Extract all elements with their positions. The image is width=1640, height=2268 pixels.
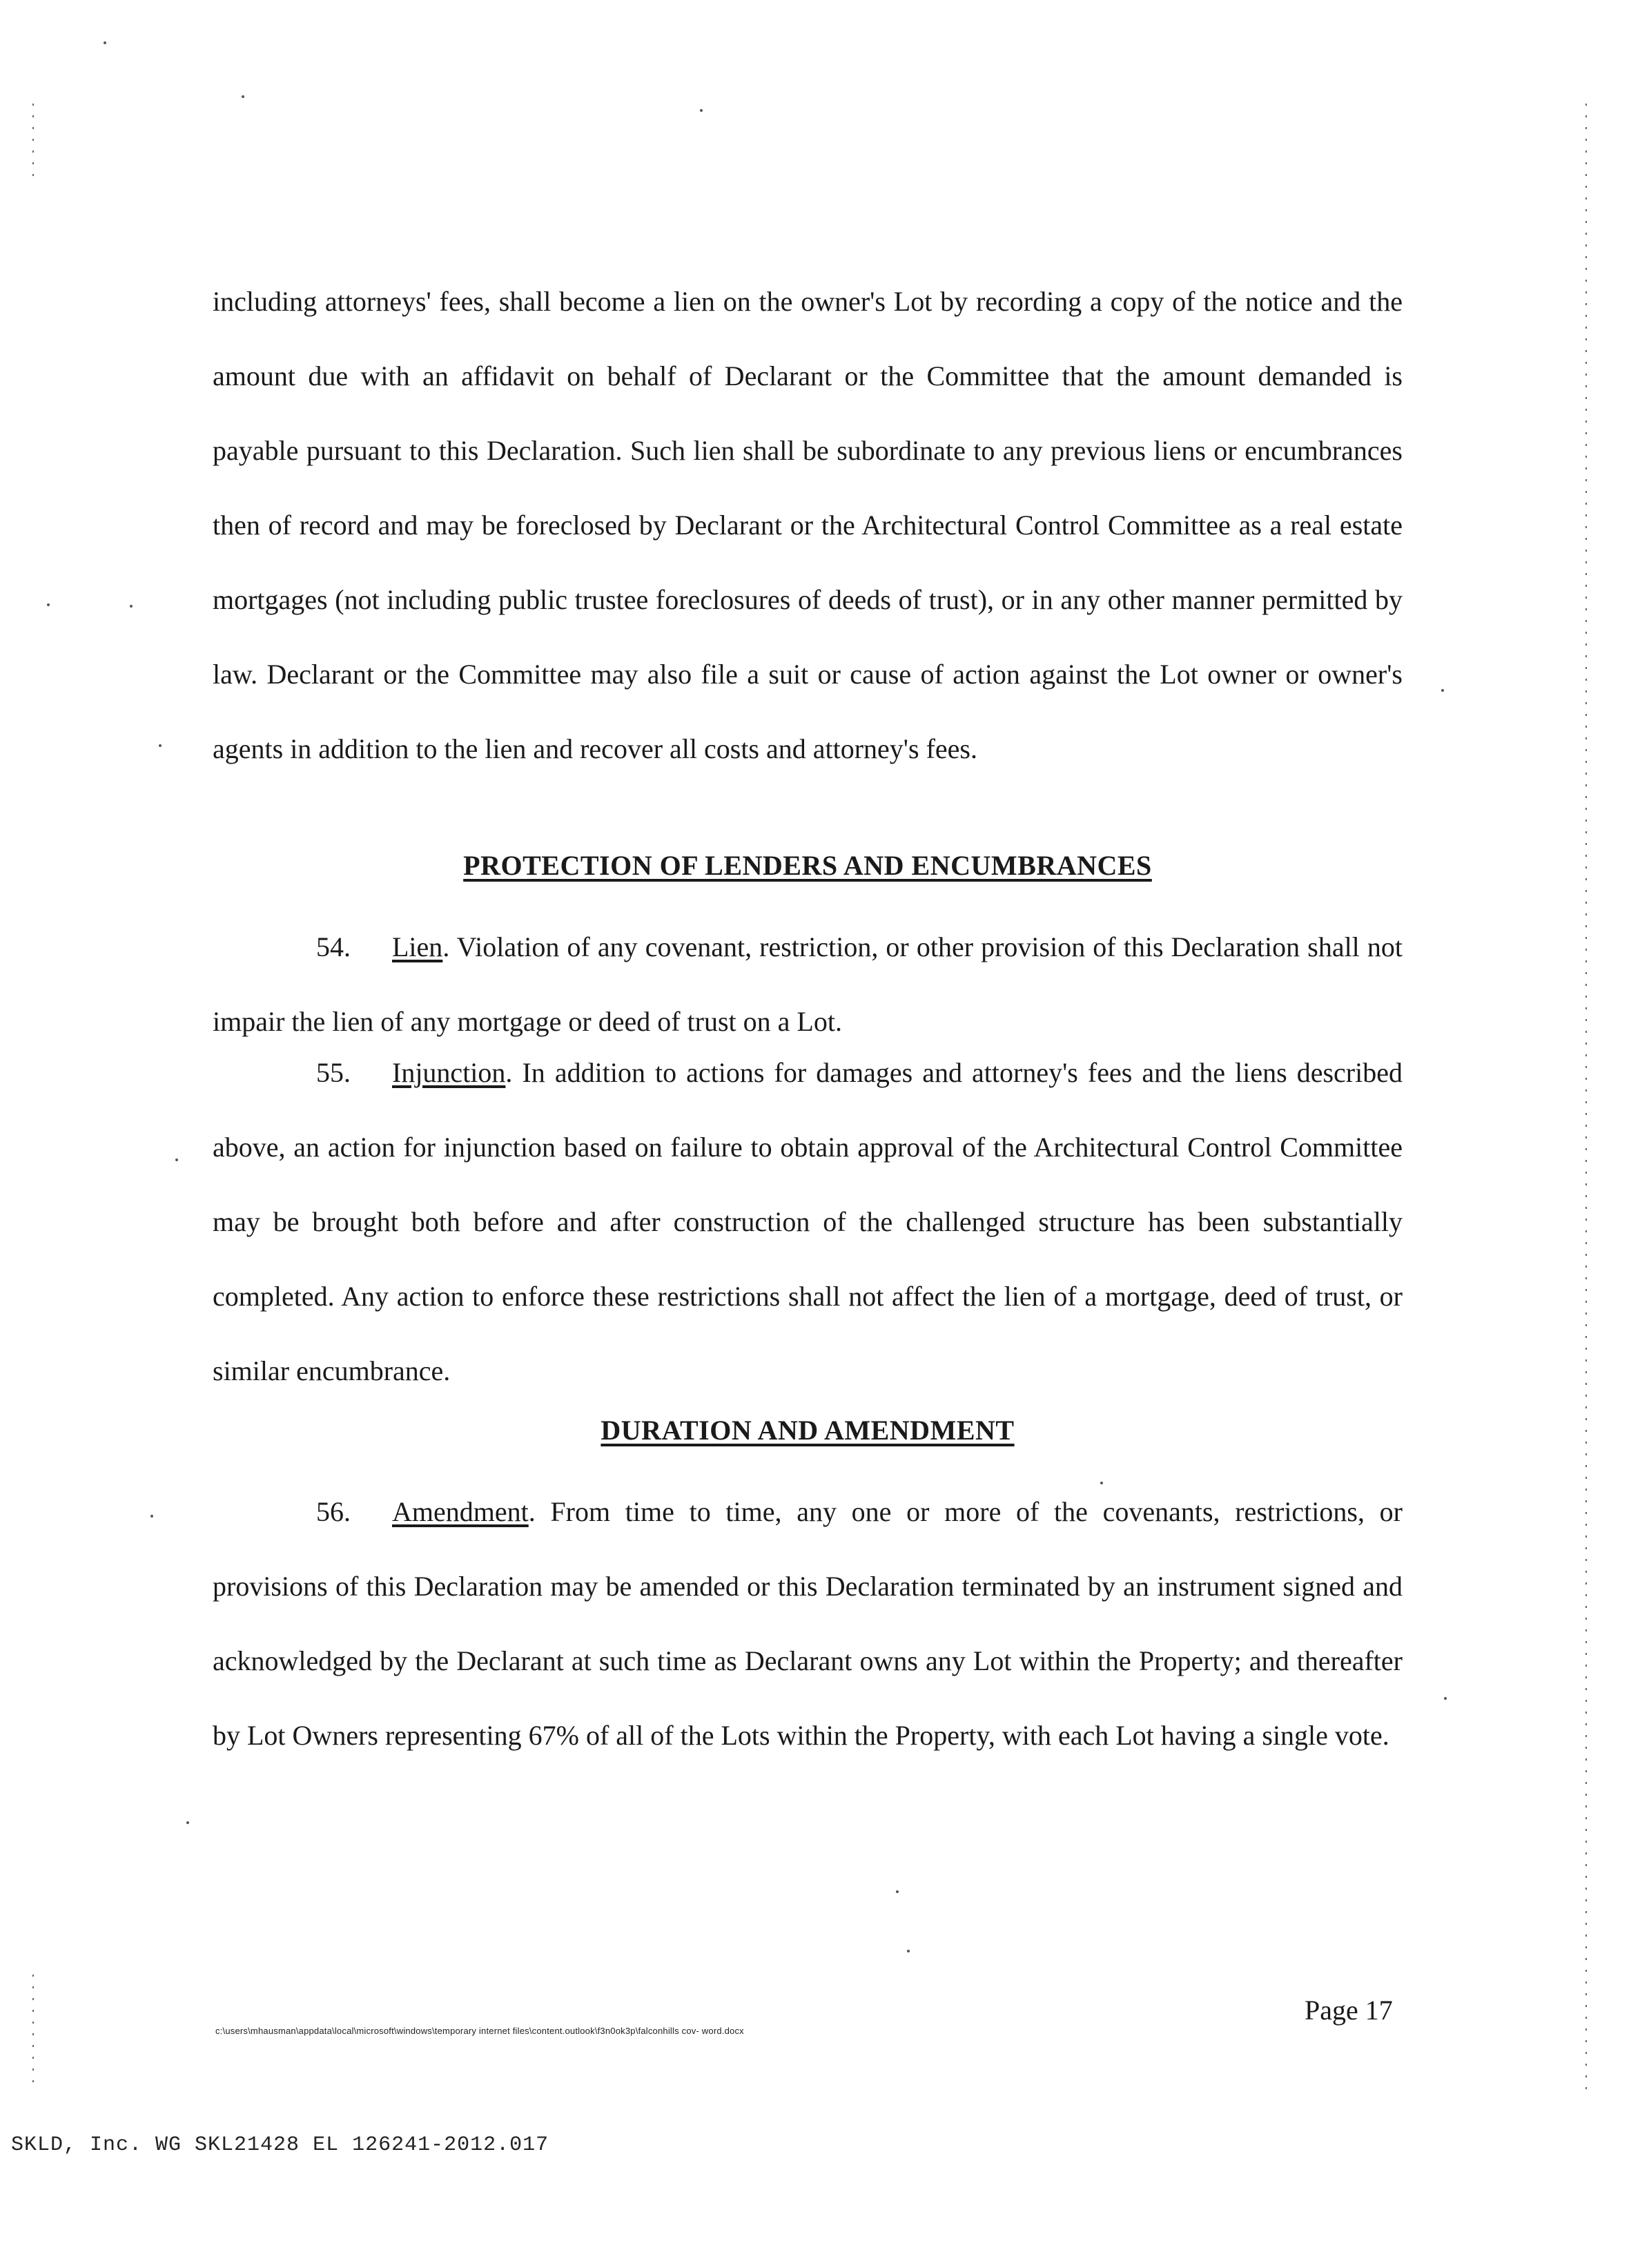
section-55-text: . In addition to actions for damages and attorney's fees and the liens described above, an action for injunction based on failure to obtain approval of the Architectural Control Committee may be brought both before and after construction of the challenged structure has been substantially completed. Any action to enforce these restrictions shall not affect the lien of a mortgage, deed of trust, or similar encumbrance. [213,1057,1403,1386]
section-54-number: 54. [316,931,351,962]
recording-stamp: SKLD, Inc. WG SKL21428 EL 126241-2012.017 [11,2133,549,2157]
heading-protection-of-lenders: PROTECTION OF LENDERS AND ENCUMBRANCES [463,850,1152,881]
heading-duration-and-amendment: DURATION AND AMENDMENT [601,1415,1015,1446]
section-54-text: . Violation of any covenant, restriction, or other provision of this Declaration shall not impair the lien of any mortgage or deed of trust on a Lot. [213,931,1403,1037]
section-56 [213,1475,1403,1773]
section-56-title: Amendment [392,1496,529,1527]
section-55-title: Injunction [392,1057,506,1088]
page-number: Page 17 [1305,1995,1393,2026]
section-55 [213,1036,1403,1408]
section-56-number: 56. [316,1496,351,1527]
footer-file-path: c:\users\mhausman\appdata\local\microsoft\windows\temporary internet files\content.outlook\f3n0ok3p\falconhills cov- word.docx [215,2026,744,2036]
section-54-title: Lien [392,931,443,962]
paragraph-continuation: including attorneys' fees, shall become a lien on the owner's Lot by recording a copy of the notice and the amount due with an affidavit on behalf of Declarant or the Committee that the amount demanded is payable pursuant to this Declaration. Such lien shall be subordinate to any previous liens or encumbrances then of record and may be foreclosed by Declarant or the Architectural Control Committee as a real estate mortgages (not including public trustee foreclosures of deeds of trust), or in any other manner permitted by law. Declarant or the Committee may also file a suit or cause of action against the Lot owner or owner's agents in addition to the lien and recover all costs and attorney's fees. [213,286,1403,764]
section-55-number: 55. [316,1057,351,1088]
section-56-text: . From time to time, any one or more of the covenants, restrictions, or provisions of this Declaration may be amended or this Declaration terminated by an instrument signed and acknowledged by the Declarant at such time as Declarant owns any Lot within the Property; and thereafter by Lot Owners representing 67% of all of the Lots within the Property, with each Lot having a single vote. [213,1496,1403,1751]
